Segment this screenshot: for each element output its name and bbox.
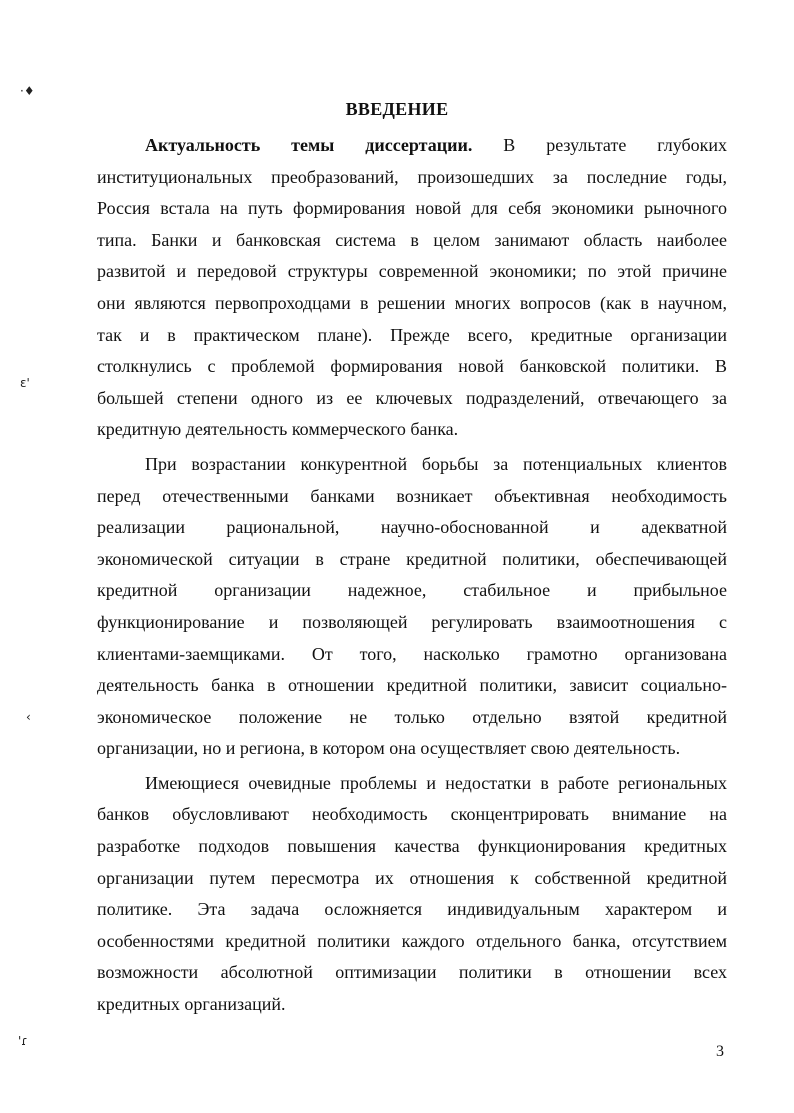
bold-lead-phrase: Актуальность темы диссертации. [145, 135, 473, 155]
line-text: организации, но и региона, в котором она осуществляет свою деятельность. [97, 738, 681, 759]
line-text: большей степени одного из ее ключевых подразделений, отвечающего за [97, 387, 727, 408]
line-text: особенностями кредитной политики каждого отдельного банка, отсутствием [97, 930, 727, 951]
text-line [97, 575, 727, 607]
line-text: перед отечественными банками возникает объективная необходимость [97, 485, 727, 506]
line-text: кредитную деятельность коммерческого банка. [97, 419, 459, 440]
page-number: 3 [716, 1043, 724, 1060]
line-text: кредитной организации надежное, стабильное и прибыльное [97, 580, 727, 601]
text-line [97, 351, 727, 383]
line-text: политике. Эта задача осложняется индивидуальным характером и [97, 899, 727, 920]
text-line [97, 733, 727, 765]
document-body [97, 130, 727, 1021]
line-text: типа. Банки и банковская система в целом занимают область наиболее [97, 229, 727, 250]
line-text: кредитных организаций. [97, 994, 286, 1015]
text-line [97, 320, 727, 352]
line-text: клиентами-заемщиками. От того, насколько грамотно организована [97, 643, 727, 664]
text-line [97, 607, 727, 639]
line-text: они являются первопроходцами в решении многих вопросов (как в научном, [97, 292, 727, 313]
text-line [97, 768, 727, 800]
line-text: разработке подходов повышения качества функционирования кредитных [97, 836, 727, 857]
line-text: Имеющиеся очевидные проблемы и недостатки в работе региональных [145, 772, 727, 793]
line-text: институциональных преобразований, произошедших за последние годы, [97, 166, 727, 187]
paragraph-3 [97, 768, 727, 1021]
paragraph-2 [97, 449, 727, 765]
text-line [97, 162, 727, 194]
line-text: Россия встала на путь формирования новой для себя экономики рыночного [97, 198, 727, 219]
line-text: развитой и передовой структуры современной экономики; по этой причине [97, 261, 727, 282]
text-line [97, 288, 727, 320]
text-line [97, 957, 727, 989]
line-text: столкнулись с проблемой формирования новой банковской политики. В [97, 356, 727, 377]
text-line [97, 481, 727, 513]
page-title: ВВЕДЕНИЕ [345, 99, 449, 119]
text-line [97, 383, 727, 415]
text-line [97, 639, 727, 671]
text-line [97, 414, 727, 446]
text-line [97, 256, 727, 288]
line-text: экономической ситуации в стране кредитной политики, обеспечивающей [97, 548, 727, 569]
text-line [97, 863, 727, 895]
text-line [97, 799, 727, 831]
line-text: банков обусловливают необходимость сконцентрировать внимание на [97, 804, 727, 825]
margin-mark: ɛ' [20, 376, 30, 390]
line-text: возможности абсолютной оптимизации политики в отношении всех [97, 962, 727, 983]
text-line [97, 225, 727, 257]
line-text: так и в практическом плане). Прежде всего, кредитные организации [97, 324, 727, 345]
line-text: функционирование и позволяющей регулировать взаимоотношения с [97, 611, 727, 632]
text-line [97, 130, 727, 162]
text-line [97, 894, 727, 926]
line-text: В результате глубоких [472, 135, 727, 155]
text-line [97, 193, 727, 225]
text-line [97, 989, 727, 1021]
line-text: При возрастании конкурентной борьбы за потенциальных клиентов [145, 453, 727, 474]
line-text: организации путем пересмотра их отношения к собственной кредитной [97, 867, 727, 888]
margin-mark: ‹ [26, 710, 31, 724]
text-line [97, 670, 727, 702]
margin-mark: 'ɾ [18, 1034, 28, 1048]
text-line [97, 449, 727, 481]
text-line [97, 512, 727, 544]
text-line [97, 702, 727, 734]
margin-mark: ·♦ [20, 84, 35, 98]
paragraph-1 [97, 130, 727, 446]
line-text: реализации рациональной, научно-обоснованной и адекватной [97, 517, 727, 538]
line-text: деятельность банка в отношении кредитной политики, зависит социально- [97, 675, 727, 696]
text-line [97, 926, 727, 958]
line-text: экономическое положение не только отдельно взятой кредитной [97, 706, 727, 727]
text-line [97, 544, 727, 576]
text-line [97, 831, 727, 863]
